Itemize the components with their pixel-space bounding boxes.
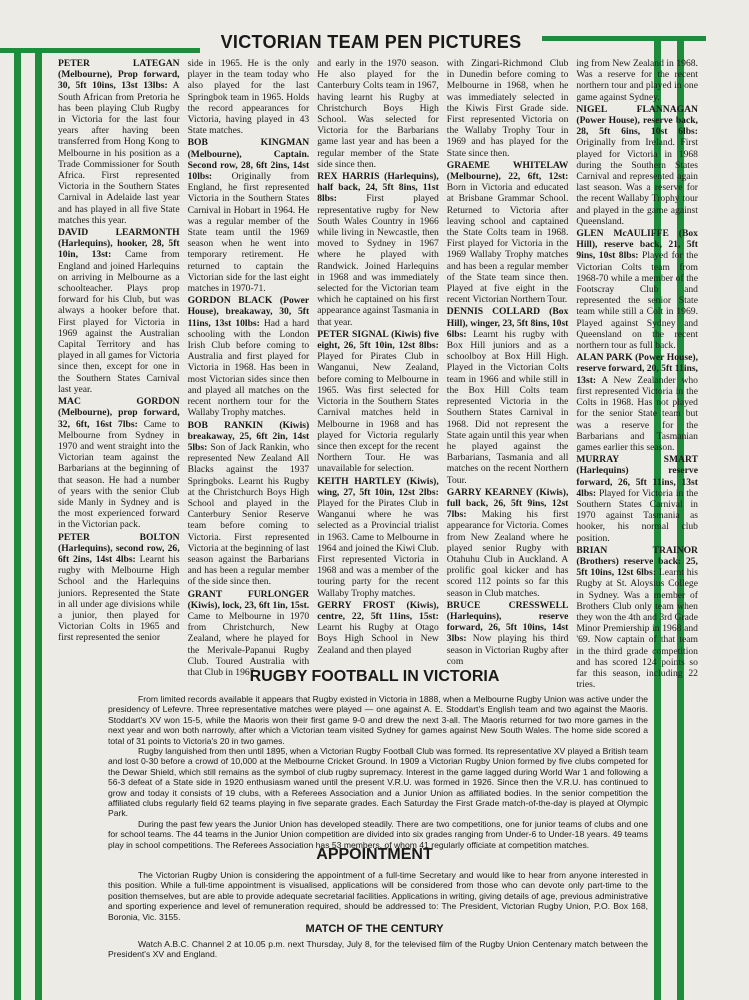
player-entry xyxy=(188,58,310,136)
player-entry xyxy=(447,58,569,159)
rugby-history-body xyxy=(108,694,648,850)
player-bio: Originally from Ireland. First played for Victoria in 1968 during the Southern States Carnival and represented again last season. Was a reserve for the recent Wallaby Trophy tour and played in the game against Queensland. xyxy=(576,137,698,227)
player-entry xyxy=(447,160,569,306)
player-bio: Came to Melbourne in 1970 from Christchurch, New Zealand, where he played for the Merivale-Papanui Rugby Club. Toured Australia with that Club in 1967 xyxy=(187,610,310,678)
pen-column xyxy=(187,58,310,678)
border-stripe-top-left xyxy=(0,48,205,53)
player-name: DENNIS COLLARD (Box Hill), winger, 23, 5ft 8ins, 10st 6lbs: xyxy=(446,306,569,340)
player-bio: Came from England and joined Harlequins on arriving in Melbourne as a schoolteacher. Plays prop forward for his Club, but was always a hooker before that. First played for Victoria in 1969 against the Australian Capital Territory and has played in all games for Victoria since then, except for one in the Southern States Carnival last year. xyxy=(58,249,180,395)
player-name: GORDON BLACK (Power House), breakaway, 30, 5ft 11ins, 13st 10lbs: xyxy=(187,295,310,329)
player-bio: Played for Victoria in the Southern States Carnival in 1970 against Tasmania as hooker, his normal club position. xyxy=(576,487,698,544)
player-name: DAVID LEARMONTH (Harlequins), hooker, 28, 5ft 10in, 13st: xyxy=(58,227,180,261)
player-entry xyxy=(576,454,698,544)
player-name: GLEN McAULIFFE (Box Hill), reserve back, 21, 5ft 9ins, 10st 8lbs: xyxy=(576,228,698,262)
player-name: GERRY FROST (Kiwis), centre, 22, 5ft 11ins, 15st: xyxy=(317,599,439,622)
player-name: KEITH HARTLEY (Kiwis), wing, 27, 5ft 10in, 12st 2lbs: xyxy=(317,475,439,498)
appointment-body xyxy=(108,870,648,922)
player-entry xyxy=(576,104,698,227)
pen-column xyxy=(317,58,439,668)
player-entry xyxy=(188,295,310,418)
player-bio: Originally from England, he first represented Victoria in the Southern States Carnival in Hobart in 1964. He was a regular member of the State team until the 1969 season when he went into temporary retirement. He returned to captain the Victorian side for the last eight matches in 1970-71. xyxy=(187,171,310,295)
player-bio: Had a hard schooling with the London Irish Club before coming to Australia and first played for Victoria in 1968. Has been in most Victorian sides since then and played all matches on the recent northern tour for the Wallaby Trophy matches. xyxy=(187,317,310,419)
player-name: BOB KINGMAN (Melbourne), Captain. Second row, 28, 6ft 2ins, 14st 10lbs: xyxy=(187,137,310,183)
pen-column xyxy=(58,58,180,668)
player-bio: ing from New Zealand in 1968. Was a reserve for the recent northern tour and played in one game against Sydney. xyxy=(576,58,698,103)
player-bio: side in 1965. He is the only player in the team today who also played for the last Springbok team in 1965. Holds the record appearances for Victoria, having played in 43 State matches. xyxy=(187,58,310,137)
player-bio: with Zingari-Richmond Club in Dunedin before coming to Melbourne in 1968, when he was immediately selected in the Kiwis First Grade side. First represented Victoria on the Wallaby Trophy Tour in 1969 and has played for the State since then. xyxy=(446,58,569,159)
player-entry xyxy=(447,487,569,599)
player-bio: Learnt his Rugby at St. Aloysius College in Sydney. Was a member of Brothers Club only team when they won the 4th and 3rd Grade Minor Premiership in 1968 and '69. Now captain of that team in the third grade competition and has scored 124 points so far this season, including 22 tries. xyxy=(576,567,698,691)
player-entry xyxy=(576,228,698,351)
player-bio: Now playing his third season in Victorian Rugby after com xyxy=(446,633,569,667)
player-entry xyxy=(447,600,569,667)
pen-column xyxy=(576,58,698,691)
appointment-text: The Victorian Rugby Union is considering the appointment of a full-time Secretary and would like to hear from anyone interested in this position. While a full-time appointment is visualised, applications will be considered from those who can devote only part-time to the position themselves, but are able to provide adequate secretarial facilities. Applications in writing, giving details of age, previous administrative and sporting experience and level of remuneration required, should be addressed to: The President, Victorian Rugby Union, P.O. Box 168, Boronia, Vic. 3155. xyxy=(108,870,648,922)
rugby-history-title: RUGBY FOOTBALL IN VICTORIA xyxy=(249,668,500,685)
player-entry xyxy=(317,329,439,475)
player-bio: Learnt his rugby with Box Hill juniors and as a schoolboy at Box Hill High. Played in the Victorian Colts team in 1966 and while still in the Box Hill Colts team represented Victoria in the Southern States Carnival in 1968. Did not represent the State again until this year when he played against the Barbarians, Tasmania and all matches on the recent Northern Tour. xyxy=(446,328,569,486)
player-bio: Played for the Victorian Colts team from 1968-70 while a member of the Footscray Club and represented the senior State team while still a Colt in 1969. Played against Sydney and Queensland on the recent northern tour as full back. xyxy=(576,250,698,352)
match-body xyxy=(108,939,648,960)
player-name: BRUCE CRESSWELL (Harlequins), reserve forward, 26, 5ft 10ins, 14st 3lbs: xyxy=(446,599,569,645)
player-entry xyxy=(58,532,180,644)
history-paragraph: During the past few years the Junior Union has developed steadily. There are two competitions, one for junior teams of clubs and one for school teams. The 44 teams in the Junior Union competition are divided into six grades ranging from Under-6 to Under-18 years. 49 teams play in school competitions. The Referees Association has 53 members, of whom 41 regularly officiate at competition matches. xyxy=(108,818,648,850)
player-bio: Played for Pirates Club in Wanganui, New Zealand, before coming to Melbourne in 1965. Was first selected for Victoria in the Southern States Carnival matches held in Melbourne in 1968 and has played for Victoria regularly since then except for the recent Northern Tour. He was unavailable for selection. xyxy=(317,351,439,475)
player-entry xyxy=(188,420,310,588)
player-bio: Came to Melbourne from Sydney in 1970 and went straight into the Victorian team against the Barbarians at the beginning of that season. He had a number of years with the senior Club side Manly in Sydney and is the most experienced forward in the Victorian pack. xyxy=(58,418,180,531)
history-paragraph: From limited records available it appears that Rugby existed in Victoria in 1888, when a Melbourne Rugby Union was active under the presidency of Lefevre. Three representative matches were played — one against A. E. Stoddart's English team and two against the Maoris. Stoddart's XV won 15-5, while the Maoris won their first game 9-0 and drew the next 3-all. The Maoris returned for two more games in the next year and won both narrowly, after which a Victorian team visited Sydney for games against New South Wales. The home side scored a total of 31 points to Victoria's 20 in two games. xyxy=(108,694,648,746)
player-bio: Making his first appearance for Victoria. Comes from New Zealand where he played senior Rugby with Otahuhu Club in Auckland. A prolific goal kicker and has scored 112 points so far this season in Club matches. xyxy=(446,509,569,599)
player-bio: Learnt his rugby with Melbourne High School and the Harlequins juniors. Represented the State in all under age divisions while a junior, then played for Victorian Colts in 1965 and first represented the senior xyxy=(58,553,180,644)
player-entry xyxy=(188,137,310,294)
player-bio: and early in the 1970 season. He also played for the Canterbury Colts team in 1967, having learnt his Rugby at Christchurch Boys High School. Was selected for Victoria for the Barbarians game last year and has been a regular member of the State side since then. xyxy=(317,58,439,170)
match-title: MATCH OF THE CENTURY xyxy=(305,923,444,935)
player-bio: A New Zealander who first represented Victoria in the Colts in 1968. Has not played for the senior State team but was a reserve for the Barbarians and Tasmanian games earlier this season. xyxy=(576,374,698,453)
player-entry xyxy=(317,58,439,170)
player-bio: First played representative rugby for New South Wales Country in 1966 while living in Newcastle, then moved to Sydney in 1967 where he played with Randwick. Joined Harlequins in 1968 and was immediately selected for the Victorian team which he captained on his first appearance against Tasmania in that year. xyxy=(317,193,439,328)
player-entry xyxy=(447,306,569,485)
player-entry xyxy=(58,227,180,395)
player-bio: Played for the Pirates Club in Wanganui where he was selected as a Provincial trialist in 1963. Came to Melbourne in 1964 and joined the Kiwi Club. First represented Victoria in 1968 and was a member of the touring party for the recent Wallaby Trophy matches. xyxy=(317,497,439,599)
player-name: REX HARRIS (Harlequins), half back, 24, 5ft 8ins, 11st 8lbs: xyxy=(317,171,439,205)
player-entry xyxy=(576,352,698,453)
player-bio: A South African from Pretoria he has been playing Club Rugby in Victoria for the last four years after having been transferred from Hong Kong to Melbourne in his position as a Trade Commissioner for South Africa. First represented Victoria in the Southern States Carnival in Adelaide last year and has played in all five State matches this year. xyxy=(58,80,180,226)
player-name: GRAEME WHITELAW (Melbourne), 22, 6ft, 12st: xyxy=(446,159,569,183)
player-entry xyxy=(188,589,310,679)
player-name: BRIAN TRAINOR (Brothers) reserve back: 25, 5ft 10ins, 12st 6lbs: xyxy=(576,544,698,579)
player-bio: Son of Jack Rankin, who represented New Zealand All Blacks against the 1937 Springboks. Learnt his Rugby at the Christchurch Boys High School and played in the Canterbury Senior Reserve team before coming to Victoria. First represented Victoria at the beginning of last season against the Barbarians and has been a regular member of the side since then. xyxy=(187,441,310,588)
player-name: PETER SIGNAL (Kiwis) five eight, 26, 5ft 10in, 12st 8lbs: xyxy=(317,328,439,352)
history-paragraph: Rugby languished from then until 1895, when a Victorian Rugby Football Club was formed. Its representative XV played a British team and lost 0-30 before a crowd of 10,000 at the Melbourne Cricket Ground. In 1909 a Victorian Rugby Union formed by five clubs competed for the Dewar Shield, which still remains as the symbol of club rugby supremacy. Interest in the game lagged during World War 1 and following a 56-3 defeat of a State side in 1920 enthusiasm waned until the present V.R.U. was formed in 1926. Since then the V.R.U. has continued to grow and today it consists of 19 clubs, with a Referees Association and a Junior Union as affiliated bodies. In the senior competition the affiliated clubs regularly field 62 teams playing in five separate grades. Each Saturday the First Grade match-of-the-day is played at Olympic Park. xyxy=(108,746,648,819)
player-name: GARRY KEARNEY (Kiwis), full back, 26, 5ft 9ins, 12st 7lbs: xyxy=(446,486,569,521)
page-title: VICTORIAN TEAM PEN PICTURES xyxy=(200,32,542,53)
player-entry xyxy=(317,171,439,328)
player-entry xyxy=(317,476,439,599)
player-name: GRANT FURLONGER (Kiwis), lock, 23, 6ft 1in, 15st. xyxy=(187,588,310,611)
player-name: NIGEL FLANNAGAN (Power House), reserve back, 28, 5ft 6ins, 10st 6lbs: xyxy=(576,103,698,138)
player-name: PETER LATEGAN (Melbourne), Prop forward, 30, 5ft 10ins, 13st 13lbs: xyxy=(58,58,180,92)
player-bio: Learnt his Rugby at Otago Boys High School in New Zealand and then played xyxy=(317,622,439,656)
appointment-title: APPOINTMENT xyxy=(316,846,433,863)
player-entry xyxy=(58,396,180,530)
player-name: MAC GORDON (Melbourne), prop forward, 32, 6ft, 16st 7lbs: xyxy=(58,396,180,430)
player-entry xyxy=(58,58,180,226)
player-name: PETER BOLTON (Harlequins), second row, 26, 6ft 2ins, 14st 4lbs: xyxy=(58,531,180,565)
player-name: ALAN PARK (Power House), reserve forward, 20, 5ft 11ins, 13st: xyxy=(576,352,698,386)
player-entry xyxy=(317,600,439,656)
player-bio: Born in Victoria and educated at Brisbane Grammar School. Returned to Victoria after leaving school and captained the State Colts team in 1968. First played for Victoria in the 1969 Wallaby Trophy matches and has been a regular member of the State team since then. Played at five eight in the recent Victorian Northern Tour. xyxy=(446,182,569,306)
player-name: MURRAY SMART (Harlequins) reserve forward, 26, 5ft 11ins, 13st 4lbs: xyxy=(576,454,698,499)
pen-column xyxy=(447,58,569,668)
player-name: BOB RANKIN (Kiwis) breakaway, 25, 6ft 2in, 14st 5lbs: xyxy=(187,419,310,453)
match-text: Watch A.B.C. Channel 2 at 10.05 p.m. next Thursday, July 8, for the televised film of the Rugby Union Centenary match between the President's XV and England. xyxy=(108,939,648,960)
player-entry xyxy=(576,58,698,103)
